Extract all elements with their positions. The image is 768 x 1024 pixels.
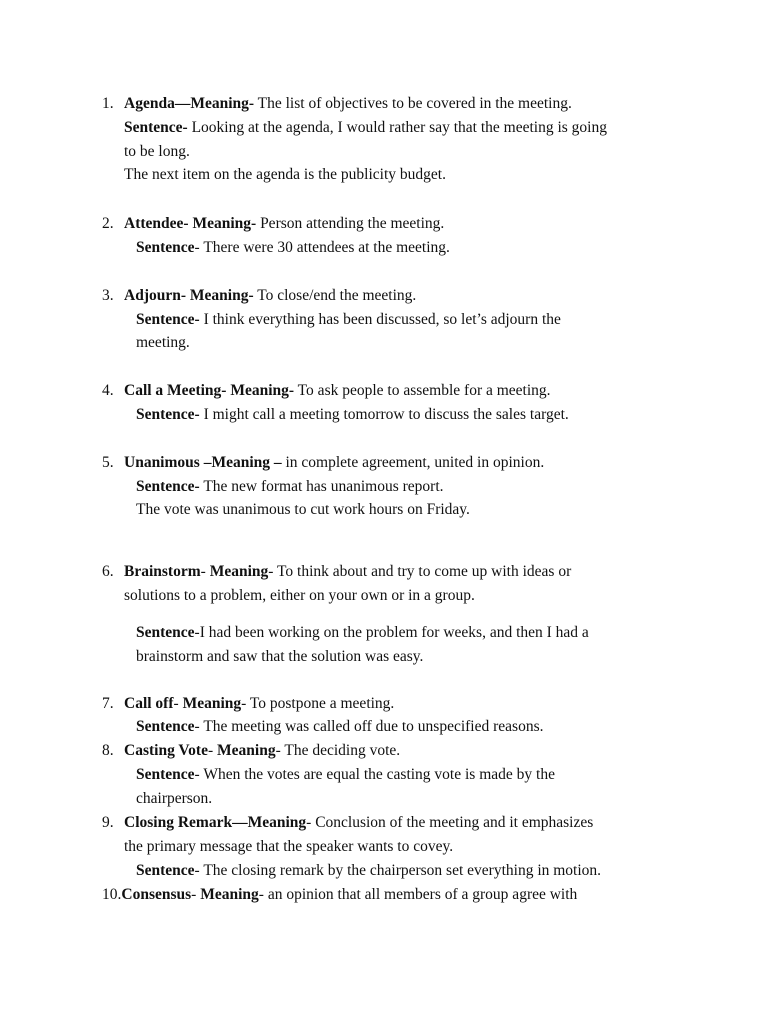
item-number: 1.	[102, 95, 114, 112]
meaning-label: Meaning	[190, 95, 249, 112]
sentence-label: Sentence	[136, 624, 195, 641]
item-number: 7.	[102, 695, 114, 712]
definition-text: Person attending the meeting.	[256, 215, 445, 232]
definition-line: Agenda—Meaning- The list of objectives to be covered in the meeting.	[124, 95, 572, 112]
sentence-label: Sentence	[136, 311, 195, 328]
meaning-label: Meaning	[182, 695, 242, 712]
sentence-line: Sentence-I had been working on the problem for weeks, and then I had a	[136, 624, 589, 641]
meaning-label: Meaning	[192, 215, 252, 232]
term: Consensus	[121, 886, 192, 903]
sentence-text: I think everything has been discussed, so let’s adjourn the	[199, 311, 561, 328]
definition-text: in complete agreement, united in opinion.	[281, 454, 545, 471]
item-number: 2.	[102, 215, 114, 232]
sentence-text: The closing remark by the chairperson set everything in motion.	[199, 862, 602, 879]
item-number: 6.	[102, 563, 114, 580]
definition-line: Call a Meeting- Meaning- To ask people to assemble for a meeting.	[124, 382, 551, 399]
definition-text: To postpone a meeting.	[246, 695, 395, 712]
sentence-line: Sentence- When the votes are equal the casting vote is made by the	[136, 766, 555, 783]
definition-text: The deciding vote.	[280, 742, 401, 759]
sentence-label: Sentence	[136, 862, 195, 879]
definition-line: 10.Consensus- Meaning- an opinion that all members of a group agree with	[102, 886, 578, 903]
definition-line: Call off- Meaning- To postpone a meeting.	[124, 695, 395, 712]
meaning-label: Meaning	[217, 742, 276, 759]
meaning-label: Meaning	[209, 563, 269, 580]
sentence-label: Sentence	[136, 766, 195, 783]
term: Call a Meeting	[124, 382, 222, 399]
definition-line: Brainstorm- Meaning- To think about and try to come up with ideas or	[124, 563, 572, 580]
sentence-line: Sentence- I think everything has been discussed, so let’s adjourn the	[136, 311, 561, 328]
sentence-continuation: to be long.	[124, 143, 190, 160]
sentence-label: Sentence	[124, 119, 183, 136]
sentence-text: I had been working on the problem for weeks, and then I had a	[199, 624, 589, 641]
sentence-continuation: brainstorm and saw that the solution was easy.	[136, 648, 424, 665]
sentence-line: Sentence- There were 30 attendees at the meeting.	[136, 239, 450, 256]
item-number: 10.	[102, 886, 122, 903]
term: Casting Vote	[124, 742, 208, 759]
definition-text: The list of objectives to be covered in the meeting.	[254, 95, 572, 112]
sentence-line: Sentence- The new format has unanimous report.	[136, 478, 444, 495]
definition-text: To ask people to assemble for a meeting.	[294, 382, 551, 399]
sentence-continuation: meeting.	[136, 334, 190, 351]
sentence-text: There were 30 attendees at the meeting.	[199, 239, 450, 256]
meaning-label: Meaning	[189, 287, 249, 304]
sentence-line: Sentence- Looking at the agenda, I would rather say that the meeting is going	[124, 119, 607, 136]
item-number: 8.	[102, 742, 114, 759]
definition-line: Adjourn- Meaning- To close/end the meeting.	[124, 287, 417, 304]
sentence-text: I might call a meeting tomorrow to discuss the sales target.	[199, 406, 569, 423]
sentence-label: Sentence	[136, 239, 195, 256]
sentence-line: Sentence- I might call a meeting tomorrow to discuss the sales target.	[136, 406, 569, 423]
sentence-label: Sentence	[136, 718, 195, 735]
definition-continuation: solutions to a problem, either on your own or in a group.	[124, 587, 475, 604]
sentence-text: The meeting was called off due to unspecified reasons.	[199, 718, 544, 735]
item-number: 9.	[102, 814, 114, 831]
term: Adjourn	[124, 287, 181, 304]
definition-text: Conclusion of the meeting and it emphasizes	[311, 814, 594, 831]
term: Closing Remark	[124, 814, 233, 831]
sentence-line: Sentence- The closing remark by the chairperson set everything in motion.	[136, 862, 602, 879]
term: Call off	[124, 695, 174, 712]
definition-text: To think about and try to come up with ideas or	[273, 563, 572, 580]
item-number: 5.	[102, 454, 114, 471]
item-number: 3.	[102, 287, 114, 304]
definition-continuation: the primary message that the speaker wants to covey.	[124, 838, 454, 855]
term: Agenda	[124, 95, 175, 112]
meaning-label: Meaning	[247, 814, 307, 831]
extra-sentence: The vote was unanimous to cut work hours on Friday.	[136, 501, 470, 518]
extra-sentence: The next item on the agenda is the publicity budget.	[124, 166, 446, 183]
meaning-label: Meaning	[230, 382, 289, 399]
item-number: 4.	[102, 382, 114, 399]
term: Unanimous	[124, 454, 200, 471]
term: Attendee	[124, 215, 184, 232]
term: Brainstorm	[124, 563, 201, 580]
definition-line: Attendee- Meaning- Person attending the meeting.	[124, 215, 445, 232]
definition-line: Closing Remark—Meaning- Conclusion of the meeting and it emphasizes	[124, 814, 594, 831]
definition-text: To close/end the meeting.	[253, 287, 417, 304]
sentence-label: Sentence	[136, 406, 195, 423]
sentence-text: Looking at the agenda, I would rather say that the meeting is going	[187, 119, 607, 136]
definition-text: an opinion that all members of a group agree with	[263, 886, 578, 903]
meaning-label: Meaning	[200, 886, 259, 903]
meaning-label: Meaning	[211, 454, 270, 471]
sentence-text: When the votes are equal the casting vote is made by the	[199, 766, 555, 783]
definition-line: Casting Vote- Meaning- The deciding vote.	[124, 742, 401, 759]
sentence-line: Sentence- The meeting was called off due to unspecified reasons.	[136, 718, 544, 735]
sentence-label: Sentence	[136, 478, 195, 495]
definition-line: Unanimous –Meaning – in complete agreement, united in opinion.	[124, 454, 545, 471]
sentence-continuation: chairperson.	[136, 790, 213, 807]
sentence-text: The new format has unanimous report.	[199, 478, 444, 495]
